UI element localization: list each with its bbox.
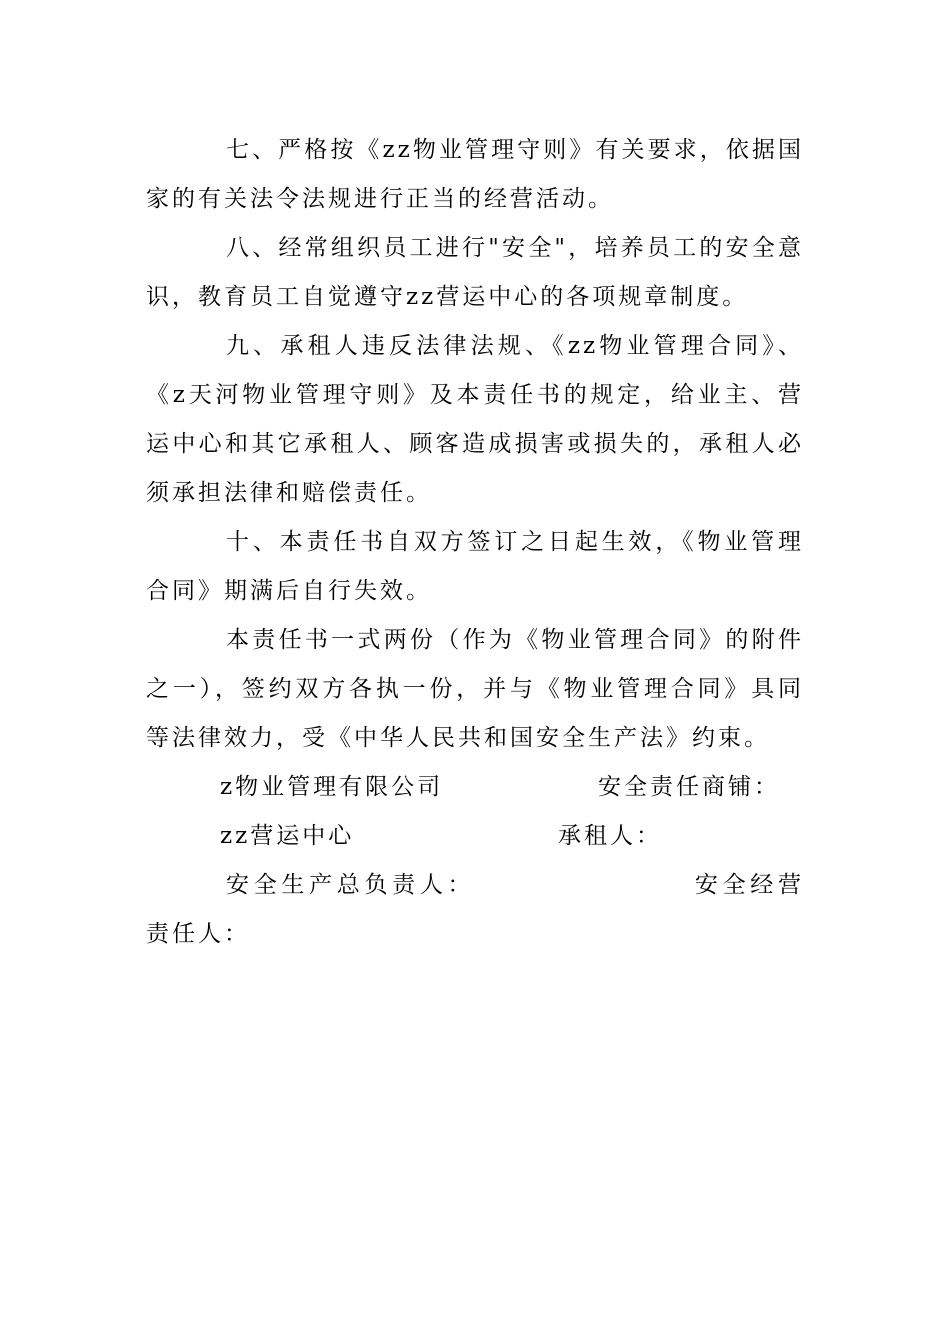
party-a-company: z物业管理有限公司 (220, 774, 444, 800)
signature-row-company (146, 763, 804, 812)
signature-row-center (146, 812, 804, 861)
signature-row-persons (146, 861, 804, 959)
copies-note: 本责任书一式两份（作为《物业管理合同》的附件之一），签约双方各执一份，并与《物业管理合同》具同等法律效力，受《中华人民共和国安全生产法》约束。 (146, 627, 804, 751)
clause-10: 十、本责任书自双方签订之日起生效，《物业管理合同》期满后自行失效。 (146, 529, 804, 604)
clause-9: 九、承租人违反法律法规、《zz物业管理合同》、《z天河物业管理守则》及本责任书的规定，给业主、营运中心和其它承租人、顾客造成损害或损失的，承租人必须承担法律和赔偿责任。 (146, 333, 804, 506)
party-b-shop: 安全责任商铺： (598, 774, 780, 800)
clause-8: 八、经常组织员工进行"安全"，培养员工的安全意识，教育员工自觉遵守zz营运中心的各项规章制度。 (146, 235, 804, 310)
document-body (146, 126, 804, 959)
clause-7: 七、严格按《zz物业管理守则》有关要求，依据国家的有关法令法规进行正当的经营活动。 (146, 137, 804, 212)
party-b-person: 安全经营责任人： (146, 872, 805, 947)
party-a-person: 安全生产总负责人： (226, 872, 476, 898)
party-b-tenant: 承租人： (558, 823, 662, 849)
party-a-center: zz营运中心 (220, 823, 355, 849)
